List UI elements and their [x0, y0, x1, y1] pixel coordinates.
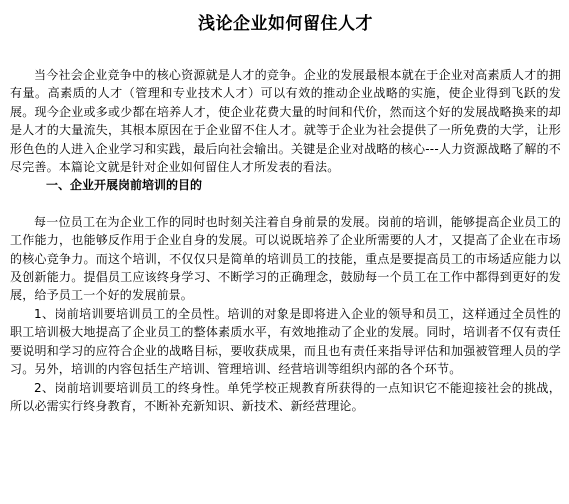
point-2-paragraph: 2、岗前培训要培训员工的终身性。单凭学校正规教育所获得的一点知识它不能迎接社会的挑战，所以必需实行终身教育，不断补充新知识、新技术、新经营理论。 [10, 380, 561, 413]
section-paragraph: 每一位员工在为企业工作的同时也时刻关注着自身前景的发展。岗前的培训，能够提高企业员工的工作能力，也能够反作用于企业自身的发展。可以说既培养了企业所需要的人才，又提高了企业在市场的核心竞争力。而这个培训，不仅仅只是简单的培训员工的技能，重点是要提高员工的市场适应能力以及创新能力。提倡员工应该终身学习、不断学习的正确理念，鼓励每一个员工在工作中都得到更好的发展，给予员工一个好的发展前景。 [10, 214, 561, 303]
section-heading: 一、企业开展岗前培训的目的 [46, 178, 203, 193]
document-title: 浅论企业如何留住人才 [198, 14, 373, 34]
point-1-paragraph: 1、岗前培训要培训员工的全员性。培训的对象是即将进入企业的领导和员工，这样通过全员性的职工培训极大地提高了企业员工的整体素质水平，有效地推动了企业的发展。同时，培训者不仅有责任要说明和学习的应符合企业的战略目标，要收获成果，而且也有责任来指导评估和加强被管理人员的学习。另外，培训的内容包括生产培训、管理培训、经营培训等组织内部的各个环节。 [10, 306, 561, 377]
intro-paragraph: 当今社会企业竞争中的核心资源就是人才的竞争。企业的发展最根本就在于企业对高素质人才的拥有量。高素质的人才（管理和专业技术人才）可以有效的推动企业战略的实施，使企业得到飞跃的发展。现今企业或多或少都在培养人才，使企业花费大量的时间和代价，然而这个好的发展战略换来的却是人才的大量流失，其根本原因在于企业留不住人才。就等于企业为社会提供了一所免费的大学，让形形色色的人进入企业学习和实践，最后向社会输出。关键是企业对战略的核心---人力资源战略了解的不尽完善。本篇论文就是针对企业如何留住人才所发表的看法。 [10, 68, 561, 175]
